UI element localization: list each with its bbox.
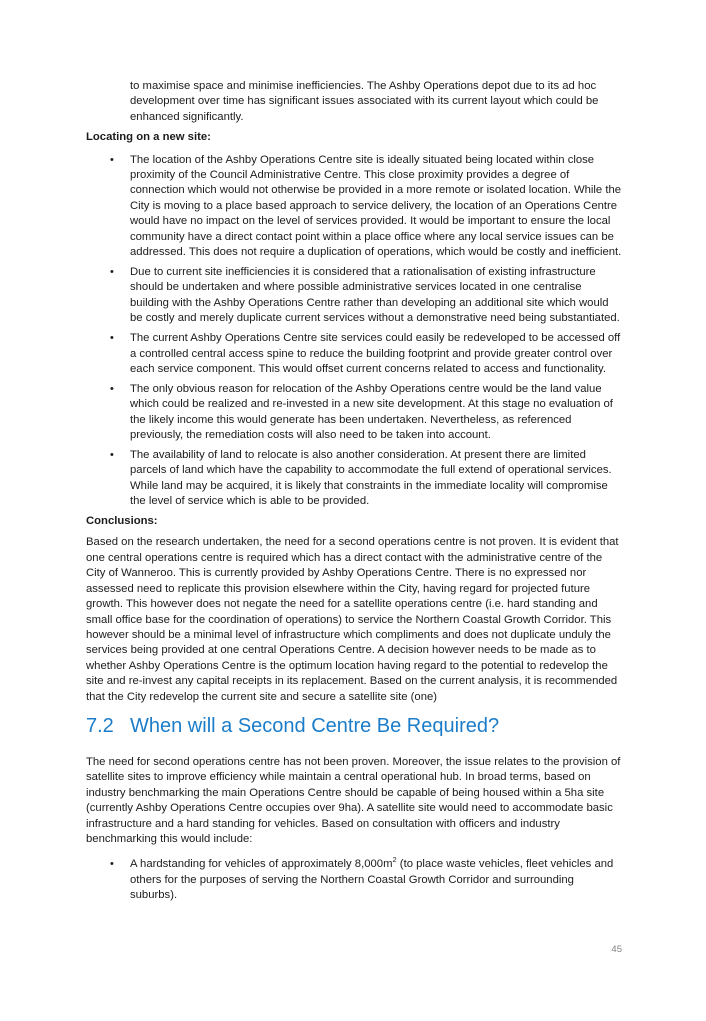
bullet-marker-icon: •	[110, 265, 114, 278]
conclusions-heading: Conclusions:	[86, 515, 158, 528]
section-heading-7-2	[86, 715, 622, 738]
bullet-item	[86, 331, 622, 377]
bullet-text: The only obvious reason for relocation of the Ashby Operations centre would be the land value which could be realized and re-invested in a new site development. At this stage no evaluation of the likely income this would generate has been undertaken. Nevertheless, as referenced previously, the remediation costs will also need to be taken into account.	[130, 382, 613, 442]
bullet-marker-icon: •	[110, 448, 114, 461]
intro-paragraph: to maximise space and minimise inefficiencies. The Ashby Operations depot due to its ad hoc development over time has significant issues associated with its current layout which could be enhanced significantly.	[130, 80, 599, 123]
bullet-text-rest: (to place waste vehicles, fleet vehicles and others for the purposes of serving the Northern Coastal Growth Corridor and surrounding suburbs).	[130, 858, 614, 902]
bullet-text: The availability of land to relocate is also another consideration. At present there are limited parcels of land which have the capability to accommodate the full extend of operational services. While land may be acquired, it is likely that constraints in the immediate locality will compromise the level of service which is able to be provided.	[130, 448, 612, 508]
section-number: 7.2	[86, 714, 114, 737]
bullet-text	[130, 855, 614, 902]
bullet-item	[86, 448, 622, 510]
section-7-2-paragraph: The need for second operations centre has not been proven. Moreover, the issue relates to the provision of satellite sites to improve efficiency while maintain a central operational hub. In broad terms, based on industry benchmarking the main Operations Centre should be capable of being housed within a 5ha site (currently Ashby Operations Centre occupies over 9ha). A satellite site would need to accommodate basic infrastructure and a hard standing for vehicles. Based on consultation with officers and industry benchmarking this would include:	[86, 755, 621, 845]
bullet-marker-icon: •	[110, 382, 114, 395]
locating-bullet-list	[86, 153, 622, 510]
conclusions-paragraph: Based on the research undertaken, the need for a second operations centre is not proven. It is evident that one central operations centre is required which has a direct contact with the administrative centre of the City of Wanneroo. This is currently provided by Ashby Operations Centre. There is no expressed nor assessed need to replicate this provision elsewhere within the City, having regard for projected future growth. This however does not negate the need for a satellite operations centre (i.e. hard standing and small office base for the coordination of operations) to service the Northern Coastal Growth Corridor. This however should be a minimal level of infrastructure which compliments and does not duplicate unduly the services being provided at one central Operations Centre. A decision however needs to be made as to whether Ashby Operations Centre is the optimum location having regard to the potential to redevelop the site and re-invest any capital receipts in its replacement. Based on the current analysis, it is recommended that the City redevelop the current site and secure a satellite site (one)	[86, 536, 619, 703]
section-7-2-bullet-list	[86, 857, 622, 903]
bullet-marker-icon: •	[110, 332, 114, 345]
superscript: 2	[392, 855, 397, 865]
bullet-marker-icon: •	[110, 153, 114, 166]
bullet-text: The location of the Ashby Operations Centre site is ideally situated being located within close proximity of the Council Administrative Centre. This close proximity provides a degree of connection which would not otherwise be provided in a more remote or isolated location. While the City is moving to a place based approach to service delivery, the location of an Operations Centre would have no impact on the level of services provided. It would be important to ensure the local community have a direct contact point within a place office where any local service issues can be addressed. This does not require a duplication of operations, which would be costly and inefficient.	[130, 153, 622, 259]
locating-heading: Locating on a new site:	[86, 131, 211, 144]
bullet-item	[86, 265, 622, 327]
bullet-item	[86, 382, 622, 444]
bullet-item	[86, 153, 622, 261]
bullet-text: Due to current site inefficiencies it is considered that a rationalisation of existing infrastructure should be undertaken and where possible administrative services located in one centralise building with the Ashby Operations Centre rather than developing an additional site which would be costly and merely duplicate current services without a demonstrative need being substantiated.	[130, 265, 620, 325]
bullet-text-main: A hardstanding for vehicles of approximately 8,000m	[130, 858, 393, 871]
bullet-item	[86, 857, 622, 903]
bullet-text: The current Ashby Operations Centre site services could easily be redeveloped to be accessed off a controlled central access spine to reduce the building footprint and provide greater control over each service component. This would offset current concerns related to access and functionality.	[130, 332, 621, 375]
page-number: 45	[611, 944, 622, 955]
section-title: When will a Second Centre Be Required?	[130, 714, 500, 737]
bullet-marker-icon: •	[110, 858, 114, 871]
